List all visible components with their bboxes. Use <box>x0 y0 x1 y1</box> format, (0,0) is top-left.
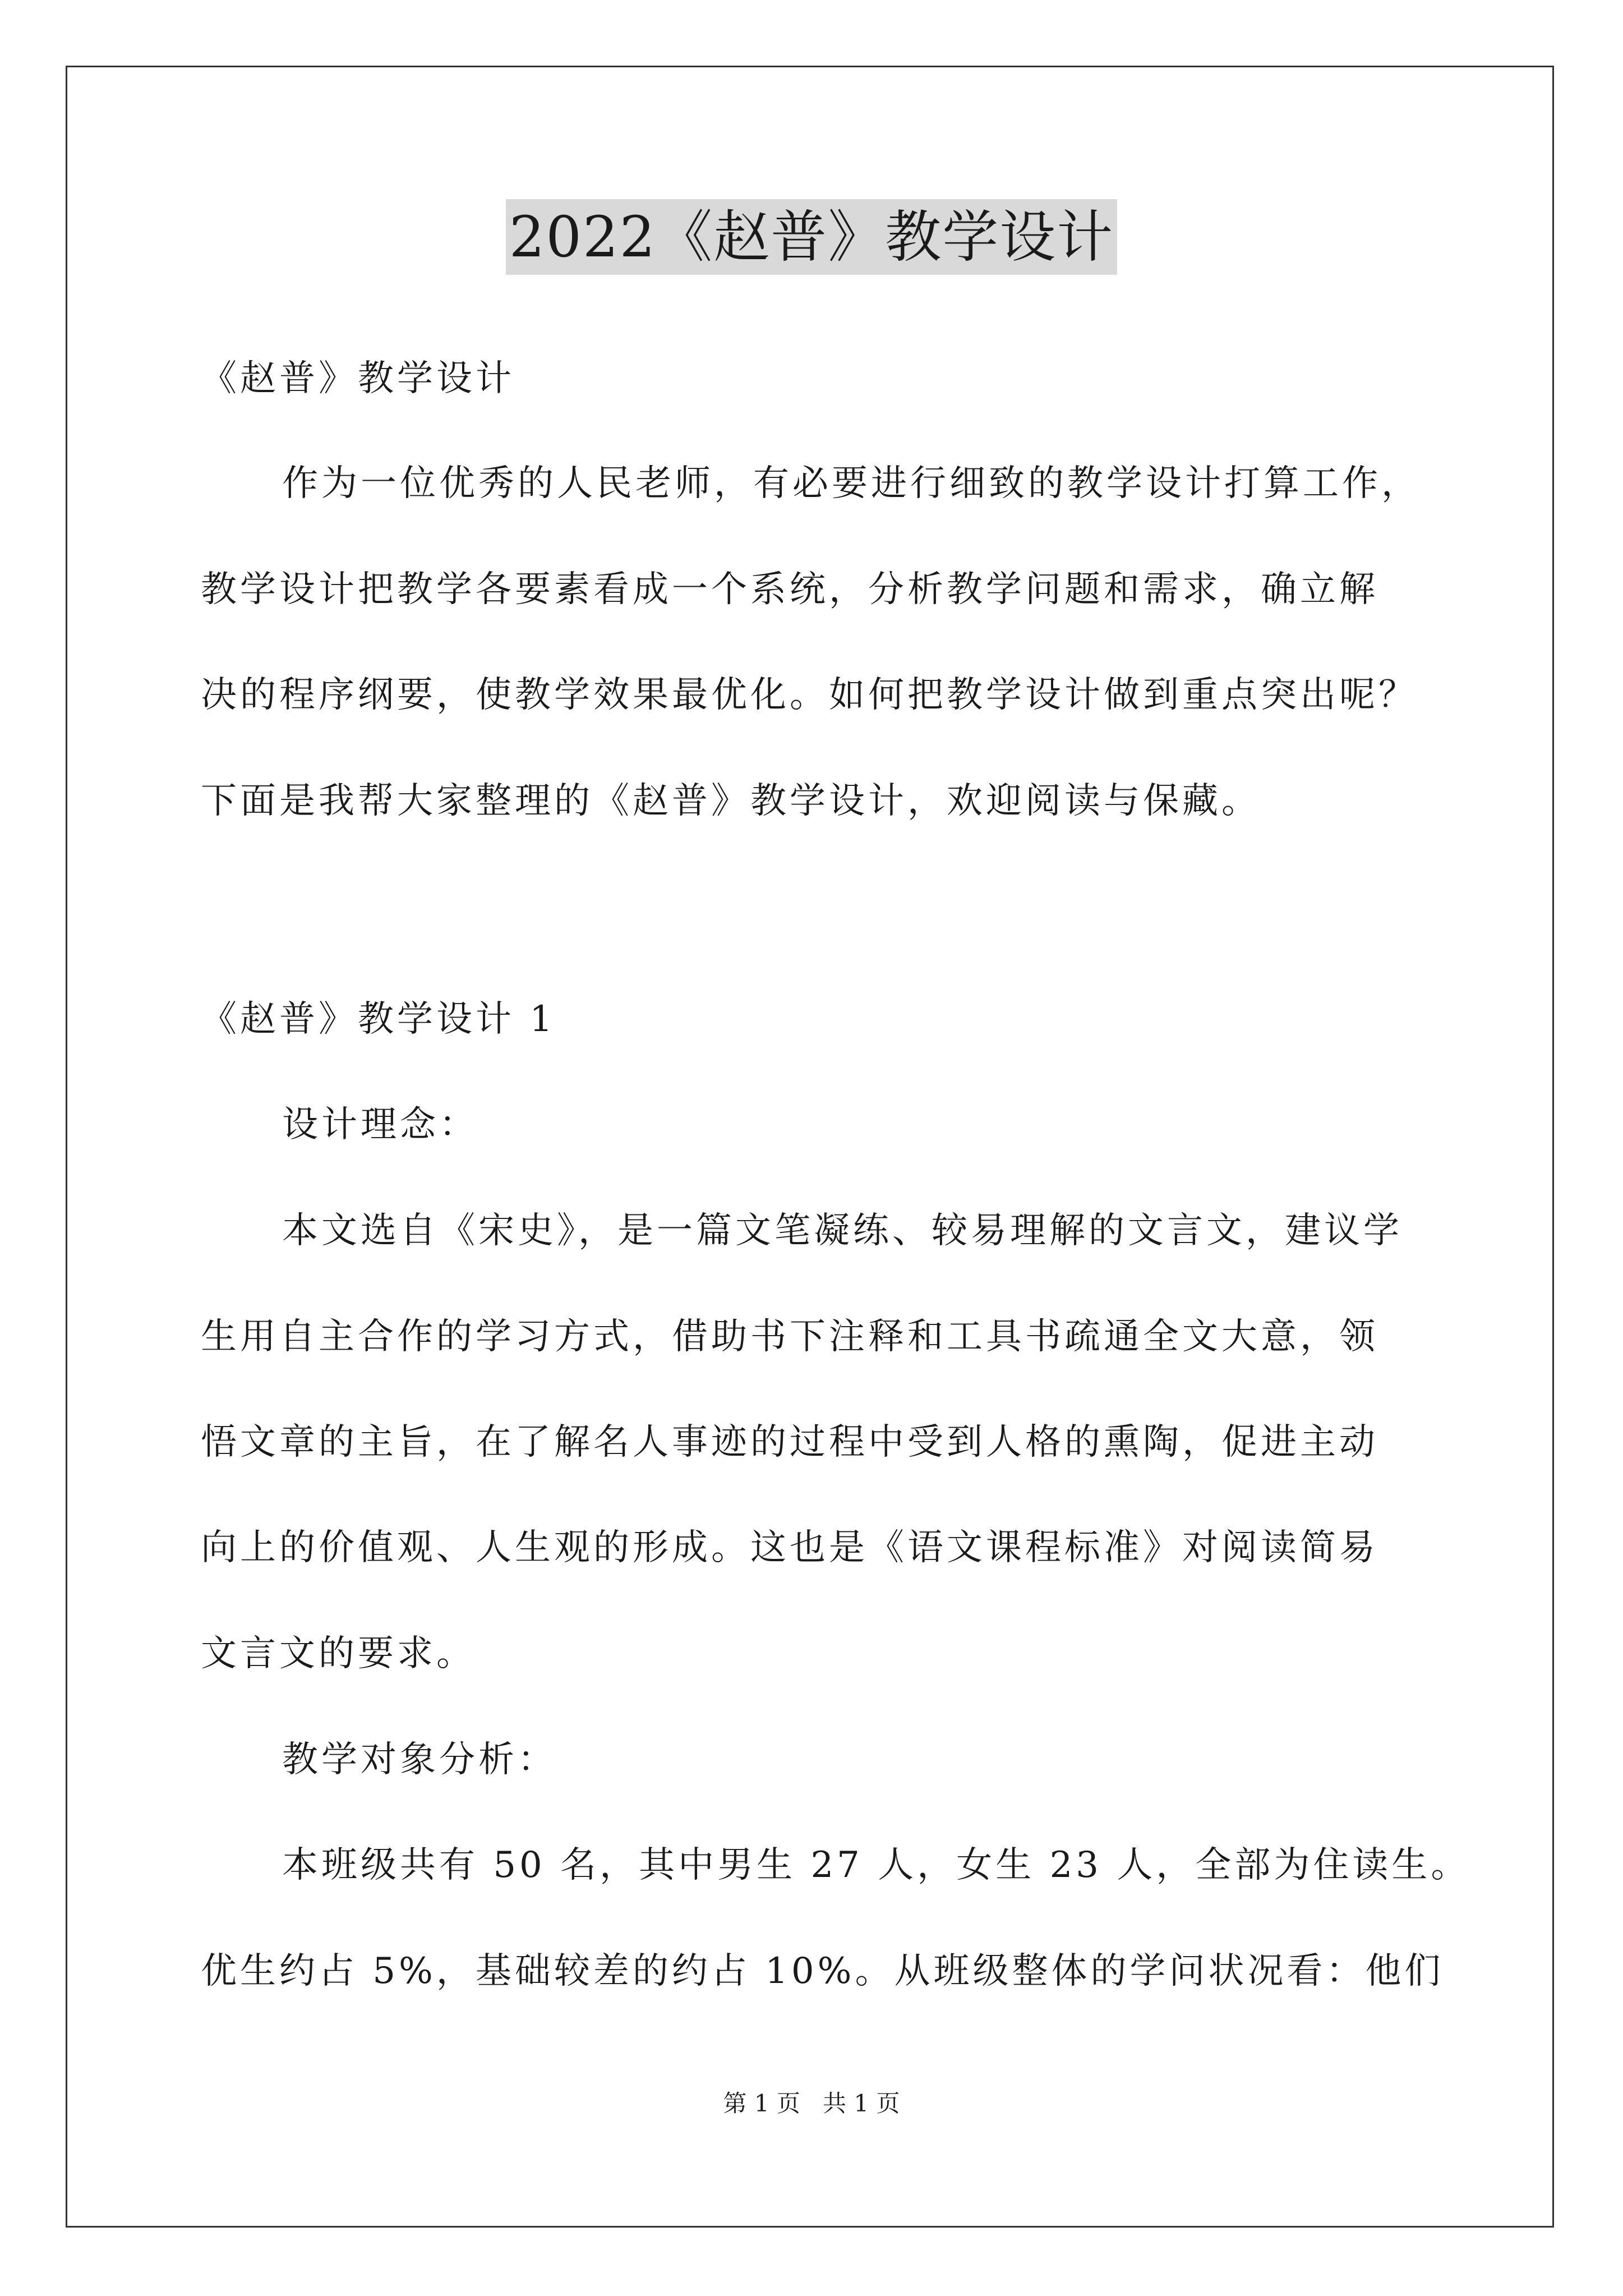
paragraph-line: 教学设计把教学各要素看成一个系统，分析教学问题和需求，确立解 <box>201 569 1378 610</box>
title-container <box>0 199 1623 275</box>
paragraph-line: 生用自主合作的学习方式，借助书下注释和工具书疏通全文大意，领 <box>201 1316 1378 1358</box>
paragraph-line: 本班级共有 50 名，其中男生 27 人，女生 23 人，全部为住读生。 <box>282 1844 1470 1886</box>
paragraph-line: 向上的价值观、人生观的形成。这也是《语文课程标准》对阅读简易 <box>201 1527 1378 1568</box>
paragraph-line: 优生约占 5%，基础较差的约占 10%。从班级整体的学问状况看：他们 <box>201 1950 1444 1992</box>
paragraph-line: 决的程序纲要，使教学效果最优化。如何把教学设计做到重点突出呢？ <box>201 674 1418 716</box>
paragraph-line: 本文选自《宋史》，是一篇文笔凝练、较易理解的文言文，建议学 <box>282 1210 1403 1251</box>
paragraph-line: 下面是我帮大家整理的《赵普》教学设计，欢迎阅读与保藏。 <box>201 780 1261 822</box>
paragraph-line: 悟文章的主旨，在了解名人事迹的过程中受到人格的熏陶，促进主动 <box>201 1421 1378 1463</box>
subheading-design-concept: 设计理念： <box>282 1104 478 1145</box>
subheading-teaching-object: 教学对象分析： <box>282 1739 557 1780</box>
paragraph-line: 文言文的要求。 <box>201 1633 476 1674</box>
subtitle-line: 《赵普》教学设计 <box>201 358 515 399</box>
section-heading: 《赵普》教学设计 1 <box>201 999 556 1040</box>
document-title: 2022《赵普》教学设计 <box>506 199 1118 275</box>
page-footer: 第 1 页 共 1 页 <box>723 2090 900 2117</box>
paragraph-line: 作为一位优秀的人民老师，有必要进行细致的教学设计打算工作， <box>282 463 1421 504</box>
